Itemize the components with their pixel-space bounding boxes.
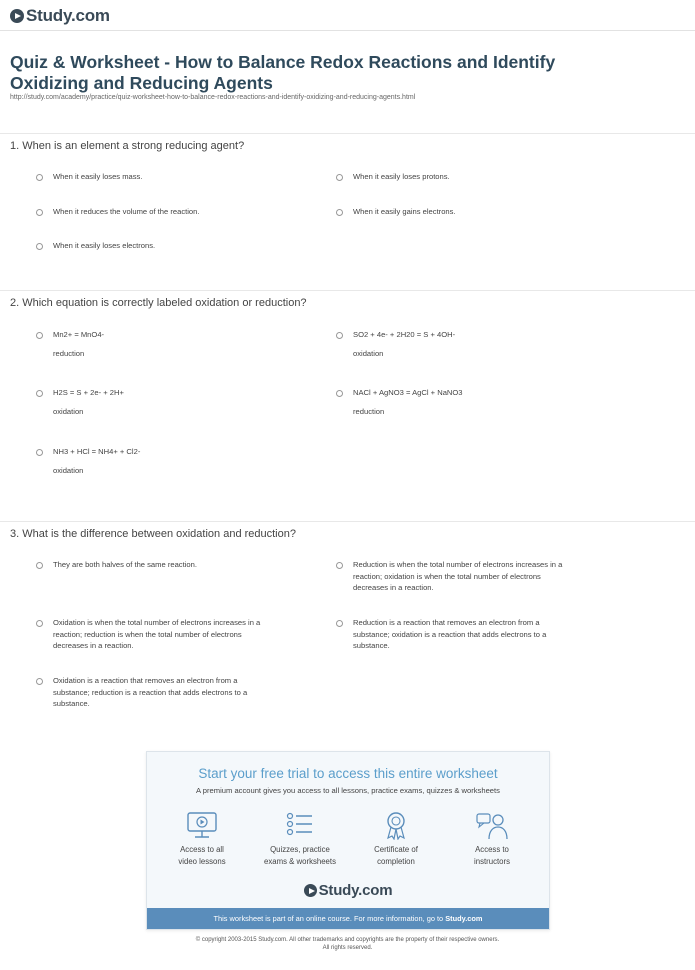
answer-option-line: substance; oxidation is a reaction that adds electrons to a: [353, 629, 547, 639]
logo-text: Study.com: [26, 6, 110, 25]
logo-text: Study.com: [318, 882, 393, 899]
radio-button-icon[interactable]: [36, 243, 43, 250]
feature-quizzes: [250, 810, 350, 868]
answer-option-label: [353, 617, 628, 652]
answer-option-line: NH3 + HCl = NH4+ + Cl2-: [53, 447, 141, 456]
copyright-line: © copyright 2003-2015 Study.com. All other trademarks and copyrights are the property of their respective owners.: [195, 937, 500, 943]
page-title: Quiz & Worksheet - How to Balance Redox Reactions and Identify Oxidizing and Reducing Agents: [10, 52, 556, 93]
course-info-band: [147, 908, 549, 929]
trial-logo[interactable]: [147, 882, 549, 899]
answer-option-label: [353, 171, 628, 183]
quiz-list-icon: [283, 810, 317, 840]
study-logo[interactable]: [10, 6, 110, 26]
trial-headline[interactable]: Start your free trial to access this entire worksheet: [198, 766, 498, 781]
answer-option-line: oxidation: [53, 407, 84, 416]
play-icon: [304, 884, 317, 897]
answer-option-line: NACl + AgNO3 = AgCl + NaNO3: [353, 388, 463, 397]
video-lesson-icon: [185, 810, 219, 840]
answer-option-line: Oxidation is when the total number of electrons increases in a: [53, 618, 261, 627]
trial-subheadline: A premium account gives you access to all lessons, practice exams, quizzes & worksheets: [196, 786, 500, 795]
question-divider: [0, 521, 695, 522]
radio-button-icon[interactable]: [336, 209, 343, 216]
instructor-icon: [475, 810, 509, 840]
feature-label-line: Access to all: [180, 845, 224, 854]
answer-option-label: [53, 206, 328, 218]
answer-option-line: Reduction is when the total number of electrons increases in a: [353, 560, 563, 569]
answer-option-label: [53, 171, 328, 183]
answer-option-line: decreases in a reaction.: [53, 641, 134, 651]
page-url: http://study.com/academy/practice/quiz-worksheet-how-to-balance-redox-reactions-and-identify-oxidizing-and-reducing-agents.html: [10, 94, 416, 101]
answer-option-line: When it easily loses electrons.: [53, 241, 156, 250]
question-divider: [0, 290, 695, 291]
answer-option-line: When it easily loses mass.: [53, 172, 143, 181]
radio-button-icon[interactable]: [36, 174, 43, 181]
question-text: 2. Which equation is correctly labeled oxidation or reduction?: [10, 297, 307, 309]
feature-video-lessons: [152, 810, 252, 868]
answer-option-label: [353, 387, 628, 425]
answer-option-label: [353, 329, 628, 367]
radio-button-icon[interactable]: [36, 390, 43, 397]
radio-button-icon[interactable]: [36, 678, 43, 685]
radio-button-icon[interactable]: [336, 332, 343, 339]
answer-option-line: reduction: [53, 349, 85, 358]
radio-button-icon[interactable]: [36, 209, 43, 216]
feature-certificate: [346, 810, 446, 868]
answer-option-line: decreases in a reaction.: [353, 583, 434, 593]
answer-option-line: H2S = S + 2e- + 2H+: [53, 388, 124, 397]
answer-option-line: substance.: [53, 699, 90, 709]
feature-label-line: video lessons: [178, 857, 226, 866]
radio-button-icon[interactable]: [336, 390, 343, 397]
answer-option-line: oxidation: [353, 349, 384, 358]
answer-option-line: Reduction is a reaction that removes an electron from a: [353, 618, 540, 627]
certificate-icon: [379, 810, 413, 840]
trial-banner: [146, 751, 550, 930]
play-icon: [10, 9, 24, 23]
answer-option-line: When it reduces the volume of the reaction.: [53, 207, 200, 216]
feature-label-line: Access to: [475, 845, 509, 854]
answer-option-label: [53, 559, 328, 571]
radio-button-icon[interactable]: [36, 620, 43, 627]
radio-button-icon[interactable]: [336, 620, 343, 627]
answer-option-line: When it easily gains electrons.: [353, 207, 456, 216]
answer-option-line: When it easily loses protons.: [353, 172, 450, 181]
answer-option-line: reaction; reduction is when the total number of electrons: [53, 629, 242, 639]
answer-option-label: [53, 329, 328, 367]
feature-label-line: instructors: [474, 857, 510, 866]
copyright-line: All rights reserved.: [322, 945, 373, 951]
radio-button-icon[interactable]: [36, 332, 43, 339]
answer-option-line: Mn2+ = MnO4-: [53, 330, 105, 339]
answer-option-label: [353, 559, 628, 594]
feature-instructors: [442, 810, 542, 868]
copyright-footer: [0, 936, 695, 952]
answer-option-line: reduction: [353, 407, 385, 416]
feature-label-line: Quizzes, practice: [270, 845, 330, 854]
band-link[interactable]: Study.com: [445, 914, 483, 923]
question-text: 1. When is an element a strong reducing agent?: [10, 140, 245, 152]
answer-option-label: [53, 675, 328, 710]
feature-label-line: completion: [377, 857, 415, 866]
answer-option-line: substance; reduction is a reaction that adds electrons to a: [53, 687, 248, 697]
answer-option-label: [353, 206, 628, 218]
question-text: 3. What is the difference between oxidation and reduction?: [10, 528, 296, 540]
question-divider: [0, 133, 695, 134]
answer-option-line: substance.: [353, 641, 390, 651]
answer-option-label: [53, 617, 328, 652]
radio-button-icon[interactable]: [36, 562, 43, 569]
answer-option-label: [53, 446, 328, 484]
answer-option-line: reaction; oxidation is when the total number of electrons: [353, 571, 541, 581]
answer-option-label: [53, 387, 328, 425]
answer-option-label: [53, 240, 328, 252]
answer-option-line: oxidation: [53, 466, 84, 475]
feature-label-line: exams & worksheets: [264, 857, 336, 866]
feature-label-line: Certificate of: [374, 845, 418, 854]
radio-button-icon[interactable]: [336, 562, 343, 569]
radio-button-icon[interactable]: [336, 174, 343, 181]
answer-option-line: They are both halves of the same reaction.: [53, 560, 197, 569]
answer-option-line: Oxidation is a reaction that removes an electron from a: [53, 676, 238, 685]
band-text: This worksheet is part of an online course. For more information, go to: [213, 914, 446, 923]
radio-button-icon[interactable]: [36, 449, 43, 456]
header-divider: [0, 30, 695, 31]
answer-option-line: SO2 + 4e- + 2H20 = S + 4OH-: [353, 330, 456, 339]
